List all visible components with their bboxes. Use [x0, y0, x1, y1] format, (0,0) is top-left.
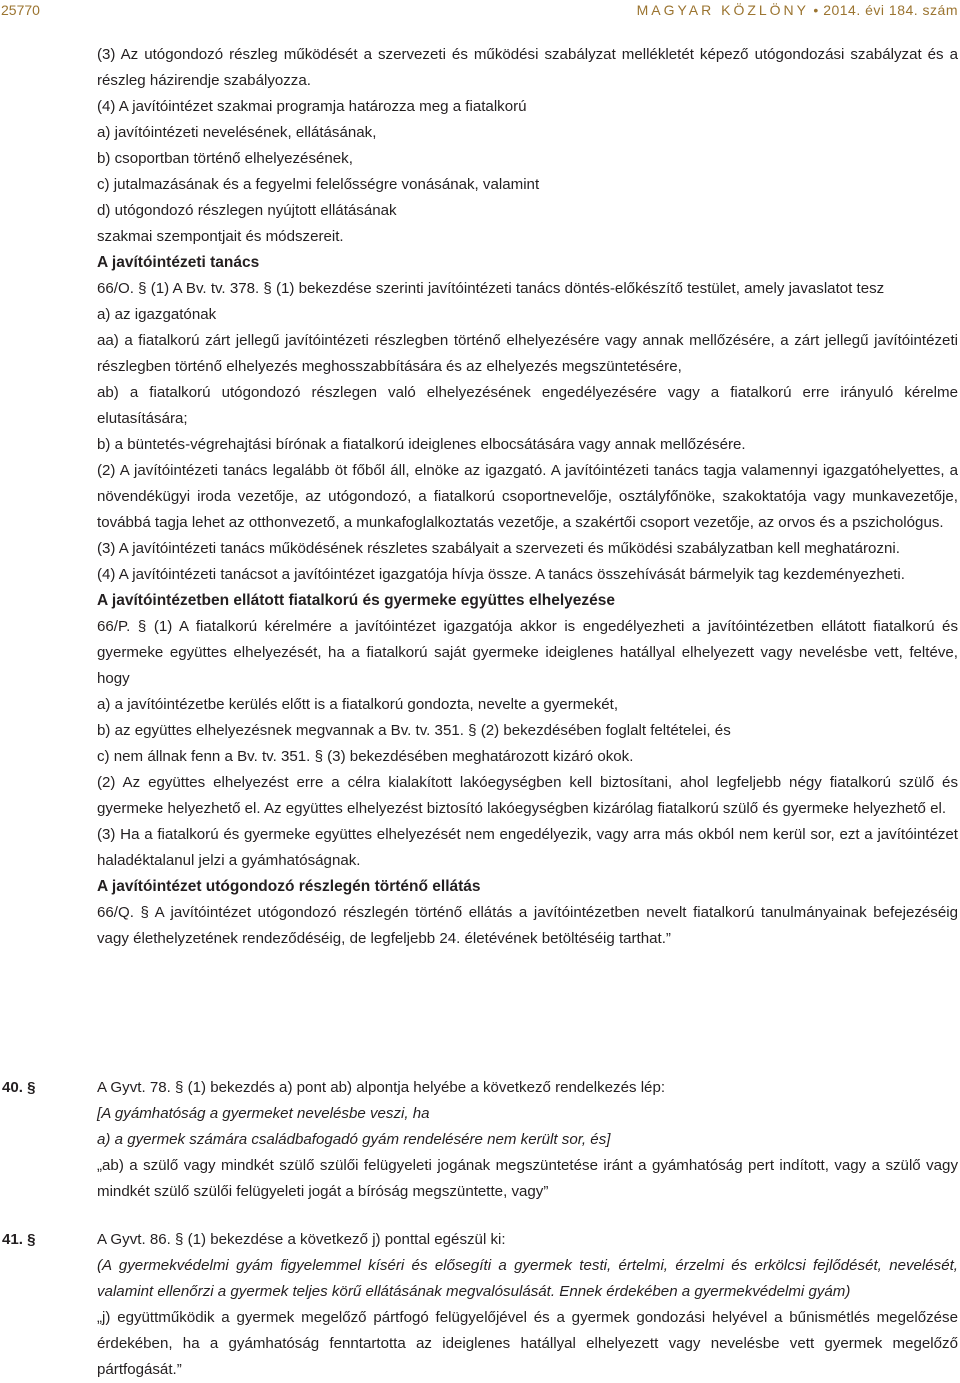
paragraph: c) nem állnak fenn a Bv. tv. 351. § (3) bekezdésében meghatározott kizáró okok.: [97, 748, 634, 765]
issue-label: 2014. évi 184. szám: [823, 2, 958, 18]
paragraph: ab) a fiatalkorú utógondozó részlegen való elhelyezésének engedélyezésére vagy a fiatalkorú erre irányuló kérelme elutasítására;: [97, 384, 958, 427]
amendment-intro: A Gyvt. 78. § (1) bekezdés a) pont ab) alpontja helyébe a következő rendelkezés lép:: [97, 1079, 666, 1096]
paragraph: 66/Q. § A javítóintézet utógondozó részlegén történő ellátás a javítóintézetben nevelt fiatalkorú tanulmányainak befejezéséig vagy élethelyzetének rendeződéséig, de legfeljebb 24. életévének betöltéséig tarthat.”: [97, 904, 958, 947]
paragraph: a) az igazgatónak: [97, 306, 217, 323]
amendment-text: „ab) a szülő vagy mindkét szülő szülői felügyeleti jogának megszüntetése iránt a gyámhatóság pert indított, vagy a szülő vagy mindkét szülő szülői felügyeleti jogát a bíróság megszüntette, vagy”: [97, 1157, 958, 1200]
amendment-body: [97, 1075, 958, 1205]
paragraph: szakmai szempontjait és módszereit.: [97, 228, 344, 245]
header-separator: •: [813, 2, 819, 18]
amendment-text: „j) együttműködik a gyermek megelőző pártfogó felügyelőjével és a gyermek gondozási helyével a bűnismétlés megelőzése érdekében, ha a gyámhatóság fenntartotta az ideiglenes hatállyal elhelyezett vagy nevelésbe vett gyermek megelőző pártfogását.”: [97, 1309, 958, 1378]
paragraph: (3) A javítóintézeti tanács működésének részletes szabályait a szervezeti és működési szabályzatban kell meghatározni.: [97, 540, 900, 557]
paragraph: (4) A javítóintézeti tanácsot a javítóintézet igazgatója hívja össze. A tanács összehívását bármelyik tag kezdeményezheti.: [97, 566, 905, 583]
paragraph: 66/P. § (1) A fiatalkorú kérelmére a javítóintézet igazgatója akkor is engedélyezheti a javítóintézetben ellátott fiatalkorú és gyermeke együttes elhelyezését, ha a fiatalkorú saját gyermeke ideiglenes hatállyal elhelyezett vagy nevelésbe vett, feltéve, hogy: [97, 618, 958, 687]
paragraph: a) javítóintézeti nevelésének, ellátásának,: [97, 124, 377, 141]
amendment-context: [A gyámhatóság a gyermeket nevelésbe veszi, ha: [97, 1105, 430, 1122]
section-heading: A javítóintézetben ellátott fiatalkorú és gyermeke együttes elhelyezése: [97, 592, 616, 609]
page-number: 25770: [1, 2, 40, 18]
section-heading: A javítóintézeti tanács: [97, 254, 260, 271]
section-number: 40. §: [2, 1079, 36, 1096]
paragraph: (3) Ha a fiatalkorú és gyermeke együttes elhelyezését nem engedélyezik, vagy arra más okból nem kerül sor, ezt a javítóintézet haladéktalanul jelzi a gyámhatóságnak.: [97, 826, 958, 869]
paragraph: (2) A javítóintézeti tanács legalább öt főből áll, elnöke az igazgató. A javítóintézeti tanács tagja valamennyi igazgatóhelyettes, a növendékügyi iroda vezetője, az utógondozó, a fiatalkorú csoportnevelője, osztályfőnöke, szakoktatója vagy munkavezetője, továbbá tagja lehet az otthonvezető, a munkafoglalkoztatás vezetője, a szakértői csoport vezetője, az orvos és a pszichológus.: [97, 462, 958, 531]
amendment-context: a) a gyermek számára családbafogadó gyám rendelésére nem került sor, és]: [97, 1131, 611, 1148]
paragraph: a) a javítóintézetbe kerülés előtt is a fiatalkorú gondozta, nevelte a gyermekét,: [97, 696, 619, 713]
paragraph: b) a büntetés-végrehajtási bírónak a fiatalkorú ideiglenes elbocsátására vagy annak mellőzésére.: [97, 436, 746, 453]
main-text: [97, 42, 958, 952]
paragraph: (4) A javítóintézet szakmai programja határozza meg a fiatalkorú: [97, 98, 527, 115]
journal-name: MAGYAR KÖZLÖNY: [636, 2, 810, 18]
amendment-context: (A gyermekvédelmi gyám figyelemmel kíséri és elősegíti a gyermek testi, értelmi, érzelmi és erkölcsi fejlődését, nevelését, valamint ellenőrzi a gyermek teljes körű ellátásának megvalósulását. Ennek érdekében a gyermekvédelmi gyám): [97, 1257, 958, 1300]
paragraph: b) csoportban történő elhelyezésének,: [97, 150, 353, 167]
paragraph: (3) Az utógondozó részleg működését a szervezeti és működési szabályzat mellékletét képező utógondozási szabályzat és a részleg házirendje szabályozza.: [97, 46, 958, 89]
section-heading: A javítóintézet utógondozó részlegén történő ellátás: [97, 878, 481, 895]
paragraph: b) az együttes elhelyezésnek megvannak a Bv. tv. 351. § (2) bekezdésében foglalt feltételei, és: [97, 722, 731, 739]
section-number: 41. §: [2, 1231, 36, 1248]
paragraph: 66/O. § (1) A Bv. tv. 378. § (1) bekezdése szerinti javítóintézeti tanács döntés-előkészítő testület, amely javaslatot tesz: [97, 280, 885, 297]
paragraph: aa) a fiatalkorú zárt jellegű javítóintézeti részlegben történő elhelyezésére vagy annak mellőzésére, a zárt jellegű javítóintézeti részlegben történő elhelyezés meghosszabbítására és az elhelyezés megszüntetésére,: [97, 332, 958, 375]
paragraph: d) utógondozó részlegen nyújtott ellátásának: [97, 202, 397, 219]
paragraph: (2) Az együttes elhelyezést erre a célra kialakított lakóegységben kell biztosítani, ahol legfeljebb négy fiatalkorú szülő és gyermeke helyezhető el. Az együttes elhelyezést biztosító lakóegységben kizárólag fiatalkorú szülő és gyermeke helyezhető el.: [97, 774, 958, 817]
paragraph: c) jutalmazásának és a fegyelmi felelősségre vonásának, valamint: [97, 176, 540, 193]
page-header: [0, 0, 960, 22]
journal-title: [637, 2, 958, 18]
amendment-body: [97, 1227, 958, 1383]
amendment-intro: A Gyvt. 86. § (1) bekezdése a következő j) ponttal egészül ki:: [97, 1231, 506, 1248]
